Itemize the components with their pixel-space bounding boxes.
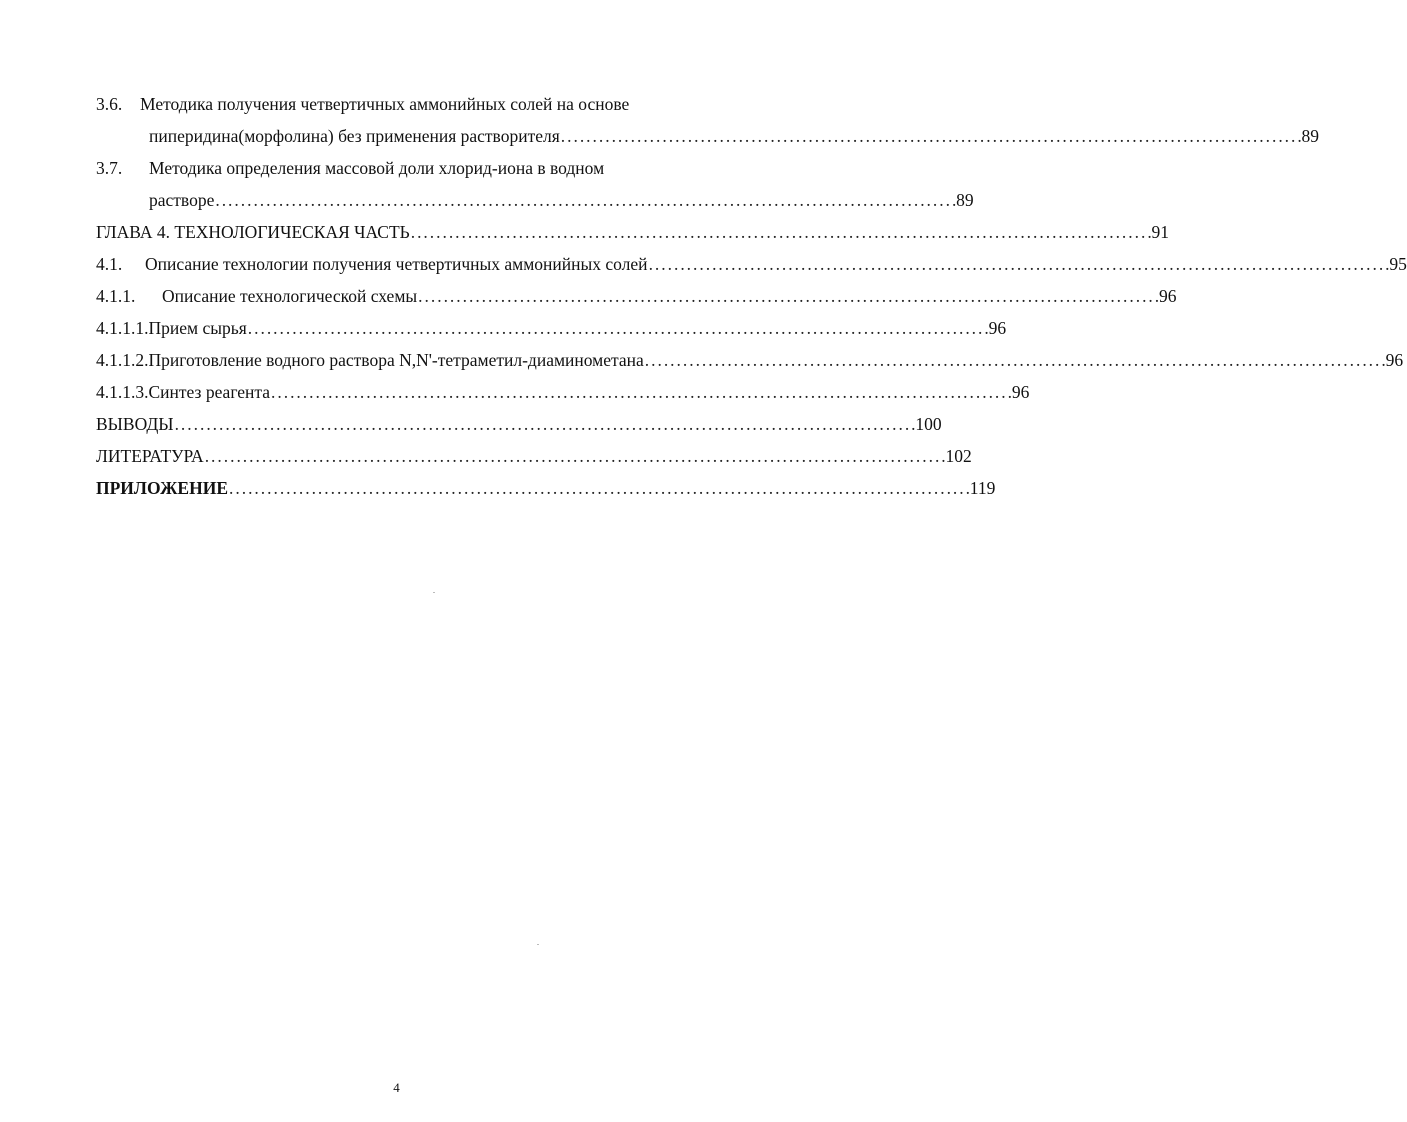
toc-entry-title: Методика получения четвертичных аммонийных солей на основе [140,94,630,114]
toc-entry-title: Описание технологической схемы [162,286,418,306]
toc-leader-dots [271,376,1011,408]
toc-leader-dots [649,248,1389,280]
toc-entry-title: Описание технологии получения четвертичных аммонийных солей [145,254,648,274]
toc-entry-title: ГЛАВА 4. ТЕХНОЛОГИЧЕСКАЯ ЧАСТЬ [96,222,410,242]
toc-page-number: 100 [915,414,942,434]
toc-entry-title: Методика определения массовой доли хлорид-иона в водном [149,158,605,178]
toc-entry-title: 4.1.1.2.Приготовление водного раствора N,N'-тетраметил-диаминометана [96,350,644,370]
toc-entry-literature [96,440,972,472]
toc-entry-4-1-1-1 [96,312,1007,344]
toc-page-number: 96 [1158,286,1177,306]
scan-speck [433,592,435,593]
toc-page-number: 95 [1389,254,1407,274]
toc-leader-dots [205,440,945,472]
toc-page-number: 96 [1011,382,1030,402]
toc-entry-4-1-1-2 [96,344,1404,376]
page-number-footer: 4 [393,1080,400,1095]
toc-entry-number: 4.1.1. [96,286,136,306]
toc-entry-title-continued: пиперидина(морфолина) без применения растворителя [149,126,560,146]
toc-leader-dots [561,120,1301,152]
toc-page-number: 89 [1301,126,1320,146]
toc-entry-title-continued: растворе [149,190,215,210]
toc-entry-4-1-1-3 [96,376,1030,408]
toc-entry-4-1-1 [96,280,1177,312]
toc-page-number: 96 [1385,350,1404,370]
toc-entry-title: ЛИТЕРАТУРА [96,446,204,466]
toc-leader-dots [411,216,1151,248]
toc-entry-title: ПРИЛОЖЕНИЕ [96,478,229,498]
toc-entry-appendix [96,472,996,504]
toc-leader-dots [248,312,988,344]
toc-leader-dots [645,344,1385,376]
toc-entry-chapter-4 [96,216,1169,248]
toc-page-number: 119 [969,478,996,498]
toc-page-number: 91 [1151,222,1169,242]
toc-entry-3-7-line2 [96,184,974,216]
scan-speck [537,944,539,945]
toc-leader-dots [418,280,1158,312]
toc-entry-3-6-line1 [96,88,737,120]
toc-entry-title: 4.1.1.1.Прием сырья [96,318,247,338]
toc-leader-dots [229,472,969,504]
toc-entry-title: 4.1.1.3.Синтез реагента [96,382,271,402]
toc-entry-3-7-line1 [96,152,737,184]
toc-entry-title: ВЫВОДЫ [96,414,174,434]
toc-page-number: 102 [945,446,972,466]
table-of-contents [96,88,1407,504]
toc-leader-dots [175,408,915,440]
toc-page-number: 89 [956,190,974,210]
toc-entry-3-6-line2 [96,120,1320,152]
toc-leader-dots [215,184,955,216]
toc-entry-conclusions [96,408,942,440]
toc-entry-number: 3.7. [96,158,123,178]
toc-entry-number: 4.1. [96,254,123,274]
toc-entry-number: 3.6. [96,94,123,114]
toc-entry-4-1 [96,248,1407,280]
toc-page-number: 96 [988,318,1007,338]
